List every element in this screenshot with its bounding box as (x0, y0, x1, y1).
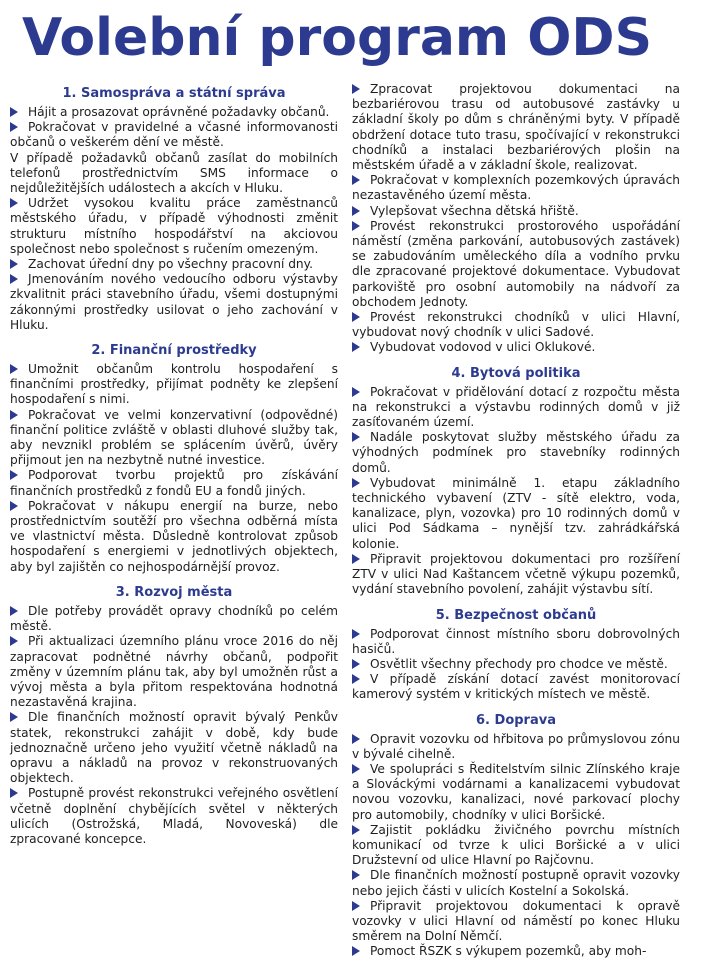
list-item: Dle finančních možností postupně opravit vozovky nebo jejich části v ulicích Kostelní a Sokolská. (352, 868, 680, 898)
arrow-bullet-icon (352, 206, 360, 216)
arrow-bullet-icon (352, 825, 360, 835)
arrow-bullet-icon (352, 387, 360, 397)
list-item: Pokračovat v pravidelné a včasné informovanosti občanů o veškerém dění ve městě. (10, 120, 338, 150)
list-item: Pokračovat v nákupu energií na burze, nebo prostřednictvím soutěží pro všechna odběrná místa ve vlastnictví města. Důsledně kontrolovat způsob hospodaření s energiemi v jednotlivých objektech, aby byl zajištěn co nejhospodárnější provoz. (10, 498, 338, 574)
section-rozvoj-mesta-continued (352, 82, 680, 356)
arrow-bullet-icon (352, 870, 360, 880)
list-item: Osvětlit všechny přechody pro chodce ve městě. (352, 657, 680, 672)
arrow-bullet-icon (10, 606, 18, 616)
section-financni-prostredky (10, 343, 338, 575)
section-bezpecnost-obcanu (352, 608, 680, 703)
list-item: Dle potřeby provádět opravy chodníků po celém městě. (10, 603, 338, 634)
arrow-bullet-icon (10, 501, 18, 511)
list-item: Umožnit občanům kontrolu hospodaření s finančními prostředky, přijímat podněty ke zlepšení hospodaření s nimi. (10, 362, 338, 407)
list-item: Pokračovat v přidělování dotací z rozpočtu města na rekonstrukci a výstavbu rodinných domů v již zasíťovaném území. (352, 384, 680, 430)
list-item: Při aktualizaci územního plánu vroce 2016 do něj zapracovat podnětné návrhy občanů, podpořit změny v územním plánu tak, aby byl umožněn růst a vývoj města a byla přitom respektována hodnotná nezastavěná krajina. (10, 634, 338, 710)
list-item: Zpracovat projektovou dokumentaci na bezbariérovou trasu od autobusové zastávky u základní školy po dům s chráněnými byty. V případě obdržení dotace tuto trasu, spočívající v rekonstrukci chodníků a instalaci bezbariérových plošin na městském úřadě a v základní škole, realizovat. (352, 82, 680, 173)
section-heading: 6. Doprava (476, 712, 556, 728)
arrow-bullet-icon (352, 221, 360, 231)
list-item: Připravit projektovou dokumentaci k opravě vozovky v ulici Hlavní od náměstí po konec Hluku směrem na Dolní Němčí. (352, 898, 680, 944)
list-item: V případě požadavků občanů zasílat do mobilních telefonů prostřednictvím SMS informace o nejdůležitějších událostech a akcích v Hluku. (10, 150, 338, 196)
section-heading: 1. Samospráva a státní správa (62, 86, 286, 101)
list-item: Ve spolupráci s Ředitelstvím silnic Zlínského kraje a Slováckými vodárnami a kanalizacemi vybudovat novou vozovku, kanalizaci, nové parkovací plochy pro automobily, chodníky v ulici Boršické. (352, 761, 680, 822)
right-column (352, 82, 680, 970)
arrow-bullet-icon (10, 259, 18, 269)
arrow-bullet-icon (352, 554, 360, 564)
arrow-bullet-icon (10, 107, 18, 117)
list-item: Nadále poskytovat služby městského úřadu za výhodných podmínek pro stavebníky rodinných domů. (352, 430, 680, 475)
arrow-bullet-icon (352, 901, 360, 911)
arrow-bullet-icon (352, 659, 360, 669)
arrow-bullet-icon (10, 274, 18, 284)
list-item: Provést rekonstrukci chodníků v ulici Hlavní, vybudovat nový chodník v ulici Sadové. (352, 310, 680, 340)
list-item: Pokračovat ve velmi konzervativní (odpovědné) finanční politice zvláště v oblasti dluhové služby tak, aby nevznikl problém se splácením úvěrů, úvěry přijmout jen na nezbytně nutné investice. (10, 407, 338, 468)
list-item: Zachovat úřední dny po všechny pracovní dny. (10, 257, 338, 272)
section-heading: 5. Bezpečnost občanů (435, 607, 597, 623)
list-item: Podporovat činnost místního sboru dobrovolných hasičů. (352, 626, 680, 656)
section-heading: 4. Bytová politika (451, 365, 581, 381)
arrow-bullet-icon (10, 410, 18, 420)
section-rozvoj-mesta (10, 585, 338, 847)
list-item: Vybudovat minimálně 1. etapu základního technického vybavení (ZTV - sítě elektro, voda, kanalizace, plyn, vozovka) pro 10 rodinných domů v ulici Pod Sádkama – nynější tzv. zahrádkářská kolonie. (352, 475, 680, 551)
list-item: Pokračovat v komplexních pozemkových úpravách nezastavěného území města. (352, 173, 680, 203)
arrow-bullet-icon (10, 788, 18, 798)
list-item: Podporovat tvorbu projektů pro získávání finančních prostředků z fondů EU a fondů jiných. (10, 468, 338, 498)
list-item: Pomoct ŘSZK s výkupem pozemků, aby moh- (352, 944, 680, 959)
list-item: Provést rekonstrukci prostorového uspořádání náměstí (změna parkování, autobusových zastávek) se zabudováním uměleckého díla a vodního prvku dle zpracované projektové dokumentace. Vybudovat parkoviště pro osobní automobily na nádvoří za obchodem Jednoty. (352, 218, 680, 309)
list-item: Jmenováním nového vedoucího odboru výstavby zkvalitnit práci stavebního úřadu, všemi dostupnými zákonnými prostředky usilovat o jeho zachování v Hluku. (10, 272, 338, 332)
arrow-bullet-icon (352, 478, 360, 488)
arrow-bullet-icon (10, 470, 18, 480)
arrow-bullet-icon (352, 674, 360, 684)
page-title: Volební program ODS (22, 8, 653, 68)
arrow-bullet-icon (352, 175, 360, 185)
arrow-bullet-icon (10, 122, 18, 132)
list-item: Vybudovat vodovod v ulici Oklukové. (352, 340, 680, 355)
section-heading: 3. Rozvoj města (115, 584, 233, 600)
list-item: Hájit a prosazovat oprávněné požadavky občanů. (10, 105, 338, 120)
arrow-bullet-icon (352, 734, 360, 744)
arrow-bullet-icon (352, 432, 360, 442)
arrow-bullet-icon (352, 84, 360, 94)
section-bytova-politika (352, 366, 680, 598)
list-item: Dle finančních možností opravit bývalý Penkův statek, rekonstrukci zahájit v době, kdy bude jednoznačně určeno jeho využití včetně nákladů na opravu a nákladů na provoz v rekonstruovaných objektech. (10, 710, 338, 786)
list-item: Vylepšovat všechna dětská hřiště. (352, 204, 680, 219)
arrow-bullet-icon (352, 312, 360, 322)
arrow-bullet-icon (10, 364, 18, 374)
arrow-bullet-icon (10, 636, 18, 646)
section-heading: 2. Finanční prostředky (91, 343, 257, 359)
section-samosprava (10, 86, 338, 333)
arrow-bullet-icon (352, 764, 360, 774)
list-item: Zajistit pokládku živičného povrchu místních komunikací od tvrze k ulici Boršické a v ulici Družstevní od ulice Hlavní po Rajčovnu. (352, 822, 680, 868)
left-column (10, 82, 338, 857)
arrow-bullet-icon (352, 629, 360, 639)
list-item: Připravit projektovou dokumentaci pro rozšíření ZTV v ulici Nad Kaštancem včetně výkupu pozemků, vydání stavebního povolení, zahájit výstavbu sítí. (352, 551, 680, 597)
section-doprava (352, 713, 680, 960)
arrow-bullet-icon (10, 198, 18, 208)
list-item: Udržet vysokou kvalitu práce zaměstnanců městského úřadu, v případě výhodnosti změnit strukturu místního hospodářství na akciovou společnost nebo společnost s ručením omezeným. (10, 196, 338, 256)
arrow-bullet-icon (352, 342, 360, 352)
list-item: Postupně provést rekonstrukci veřejného osvětlení včetně doplnění chybějících světel v některých ulicích (Ostrožská, Mladá, Novoveská) dle zpracované koncepce. (10, 786, 338, 846)
list-item: V případě získání dotací zavést monitorovací kamerový systém v kritických místech ve městě. (352, 672, 680, 702)
list-item: Opravit vozovku od hřbitova po průmyslovou zónu v bývalé cihelně. (352, 731, 680, 761)
arrow-bullet-icon (10, 712, 18, 722)
arrow-bullet-icon (352, 946, 360, 956)
